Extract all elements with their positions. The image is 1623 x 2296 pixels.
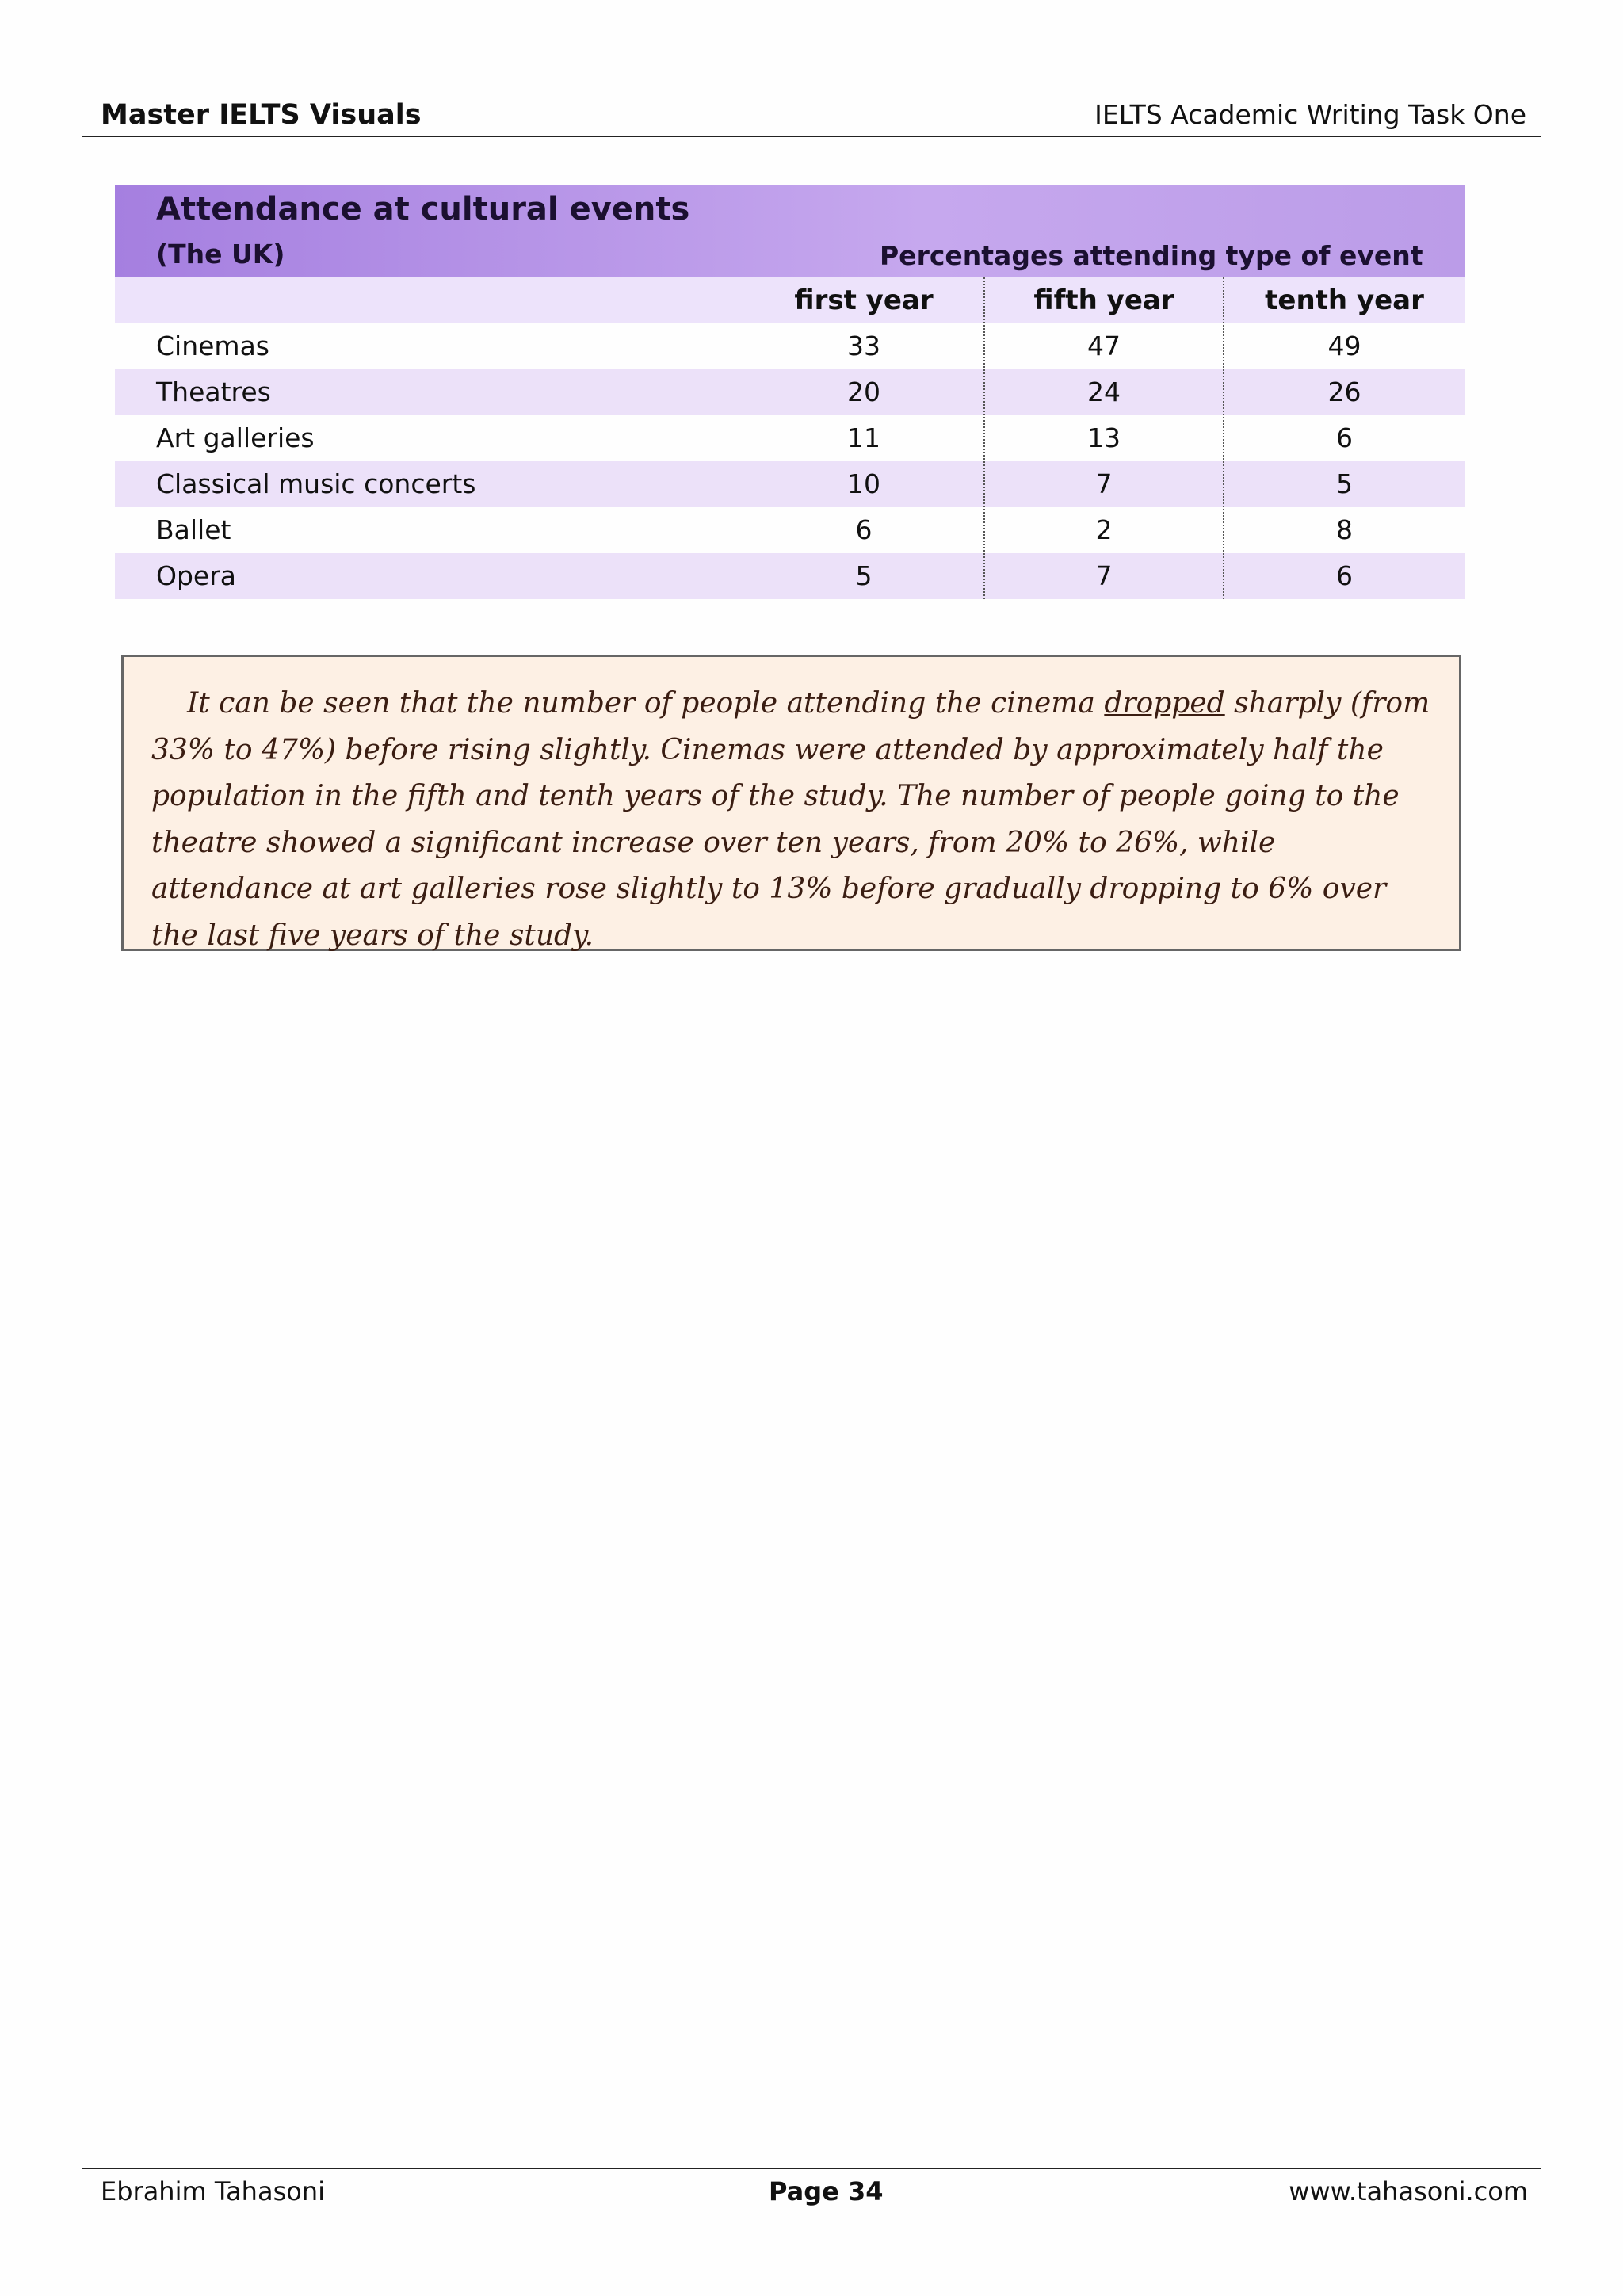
column-divider — [983, 277, 985, 599]
model-answer-text — [151, 681, 1435, 959]
row-label: Classical music concerts — [156, 468, 476, 499]
cell-tenth-year: 5 — [1336, 468, 1353, 499]
model-answer-box — [121, 655, 1461, 951]
row-label: Opera — [156, 560, 237, 591]
table-banner — [115, 185, 1465, 277]
cell-fifth-year: 13 — [1087, 422, 1121, 453]
answer-text-part-2: sharply (from 33% to 47%) before rising slightly. Cinemas were attended by approximately half the population in the fifth and tenth years of the study. The number of people going to the theatre showed a significant increase over ten years, from 20% to 26%, while attendance at art galleries rose slightly to 13% before gradually dropping to 6% over the last five years of the study. — [151, 687, 1430, 952]
cell-first-year: 6 — [855, 514, 873, 545]
table-row-theatres — [115, 369, 1465, 415]
table-row-cinemas — [115, 323, 1465, 369]
table-row-ballet — [115, 507, 1465, 553]
answer-underlined-word: dropped — [1104, 687, 1225, 720]
footer-page-number: Page 34 — [769, 2176, 884, 2206]
table-row-opera — [115, 553, 1465, 599]
attendance-table — [115, 185, 1465, 605]
header-divider — [82, 136, 1541, 137]
cell-tenth-year: 6 — [1336, 560, 1353, 591]
cell-tenth-year: 8 — [1336, 514, 1353, 545]
footer-author: Ebrahim Tahasoni — [101, 2176, 325, 2206]
table-row-classical-music — [115, 461, 1465, 507]
cell-first-year: 33 — [847, 330, 880, 361]
table-row-art-galleries — [115, 415, 1465, 461]
cell-first-year: 11 — [847, 422, 880, 453]
footer-divider — [82, 2168, 1541, 2169]
footer-website: www.tahasoni.com — [1289, 2176, 1528, 2206]
row-label: Cinemas — [156, 330, 269, 361]
cell-fifth-year: 24 — [1087, 376, 1121, 407]
cell-fifth-year: 7 — [1095, 560, 1113, 591]
row-label: Ballet — [156, 514, 231, 545]
cell-tenth-year: 6 — [1336, 422, 1353, 453]
cell-tenth-year: 26 — [1327, 376, 1361, 407]
column-header-tenth-year: tenth year — [1265, 285, 1424, 316]
answer-text-part-1: It can be seen that the number of people attending the cinema — [187, 687, 1105, 720]
header-section-title: IELTS Academic Writing Task One — [1094, 99, 1526, 130]
table-unit-label: Percentages attending type of event — [880, 240, 1423, 271]
cell-first-year: 20 — [847, 376, 880, 407]
cell-first-year: 5 — [855, 560, 873, 591]
cell-fifth-year: 47 — [1087, 330, 1121, 361]
row-label: Theatres — [156, 376, 271, 407]
cell-fifth-year: 7 — [1095, 468, 1113, 499]
column-header-first-year: first year — [794, 285, 934, 316]
table-column-headers — [115, 277, 1465, 323]
header-book-title: Master IELTS Visuals — [101, 99, 422, 131]
cell-first-year: 10 — [847, 468, 880, 499]
column-header-fifth-year: fifth year — [1033, 285, 1174, 316]
row-label: Art galleries — [156, 422, 315, 453]
cell-tenth-year: 49 — [1327, 330, 1361, 361]
column-divider — [1223, 277, 1224, 599]
table-subtitle: (The UK) — [156, 239, 285, 269]
table-title: Attendance at cultural events — [156, 191, 690, 227]
cell-fifth-year: 2 — [1095, 514, 1113, 545]
